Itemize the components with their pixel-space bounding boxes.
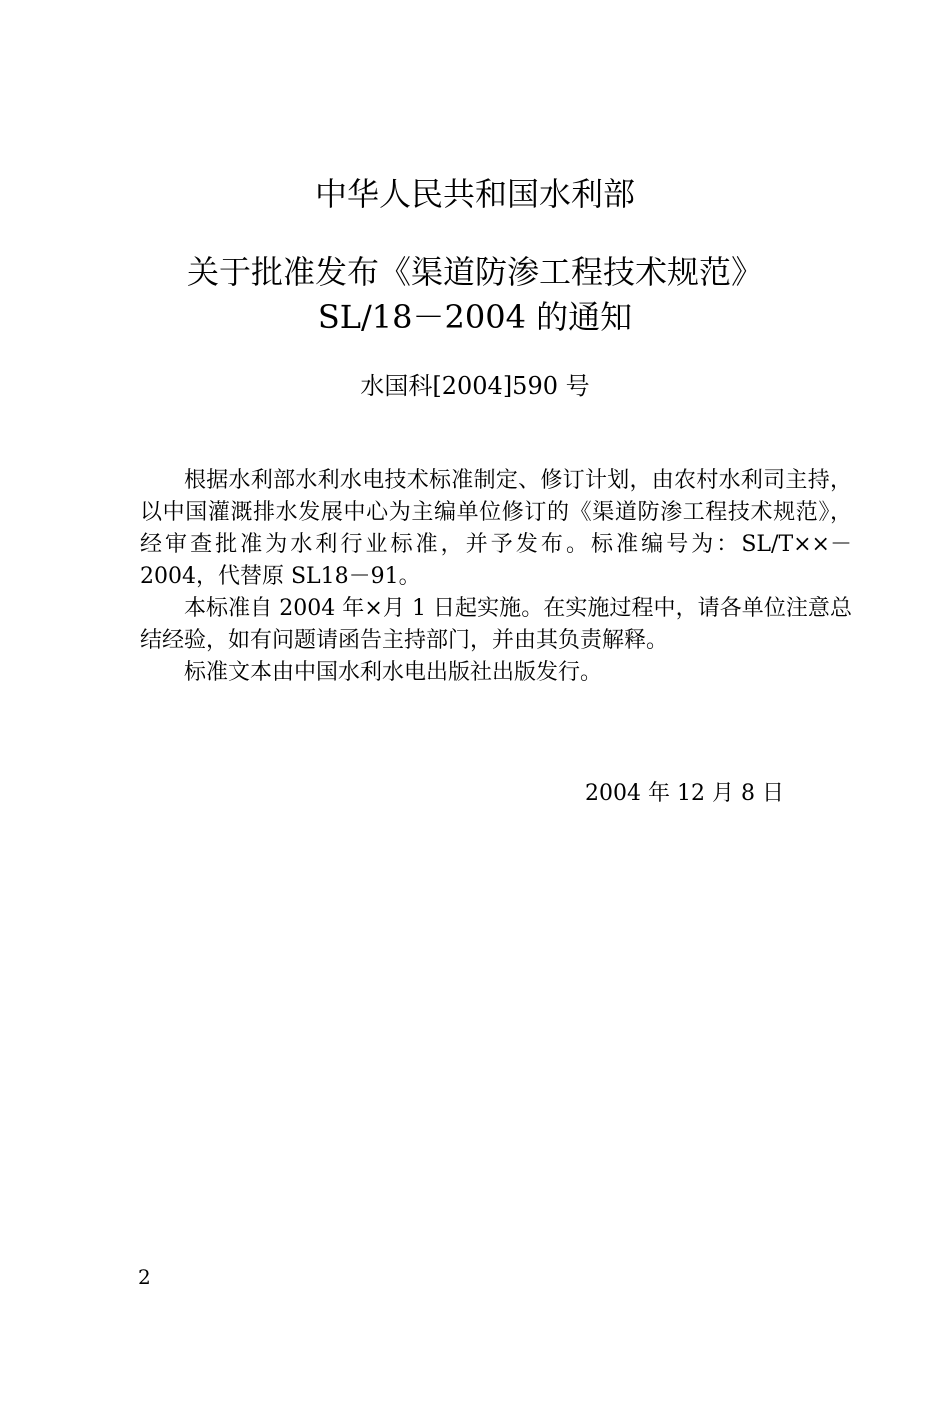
issuer-heading: 中华人民共和国水利部: [314, 175, 635, 213]
page-number: 2: [138, 1265, 151, 1289]
body-paragraph: 本标准自 2004 年×月 1 日起实施。在实施过程中，请各单位注意总结经验，如有问题请函告主持部门，并由其负责解释。: [140, 596, 852, 653]
body-paragraph: 标准文本由中国水利水电出版社出版发行。: [184, 660, 603, 685]
body-paragraph: 根据水利部水利水电技术标准制定、修订计划，由农村水利司主持，以中国灌溉排水发展中心为主编单位修订的《渠道防渗工程技术规范》，经审查批准为水利行业标准，并予发布。标准编号为：SL/T××－2004，代替原 SL18－91。: [140, 468, 852, 589]
notice-title-line-2: SL/18－2004 的通知: [317, 298, 633, 336]
document-number: 水国科[2004]590 号: [360, 372, 590, 400]
issue-date: 2004 年 12 月 8 日: [585, 781, 784, 806]
notice-title-line-1: 关于批准发布《渠道防渗工程技术规范》: [186, 253, 763, 291]
notice-body: [140, 465, 852, 689]
